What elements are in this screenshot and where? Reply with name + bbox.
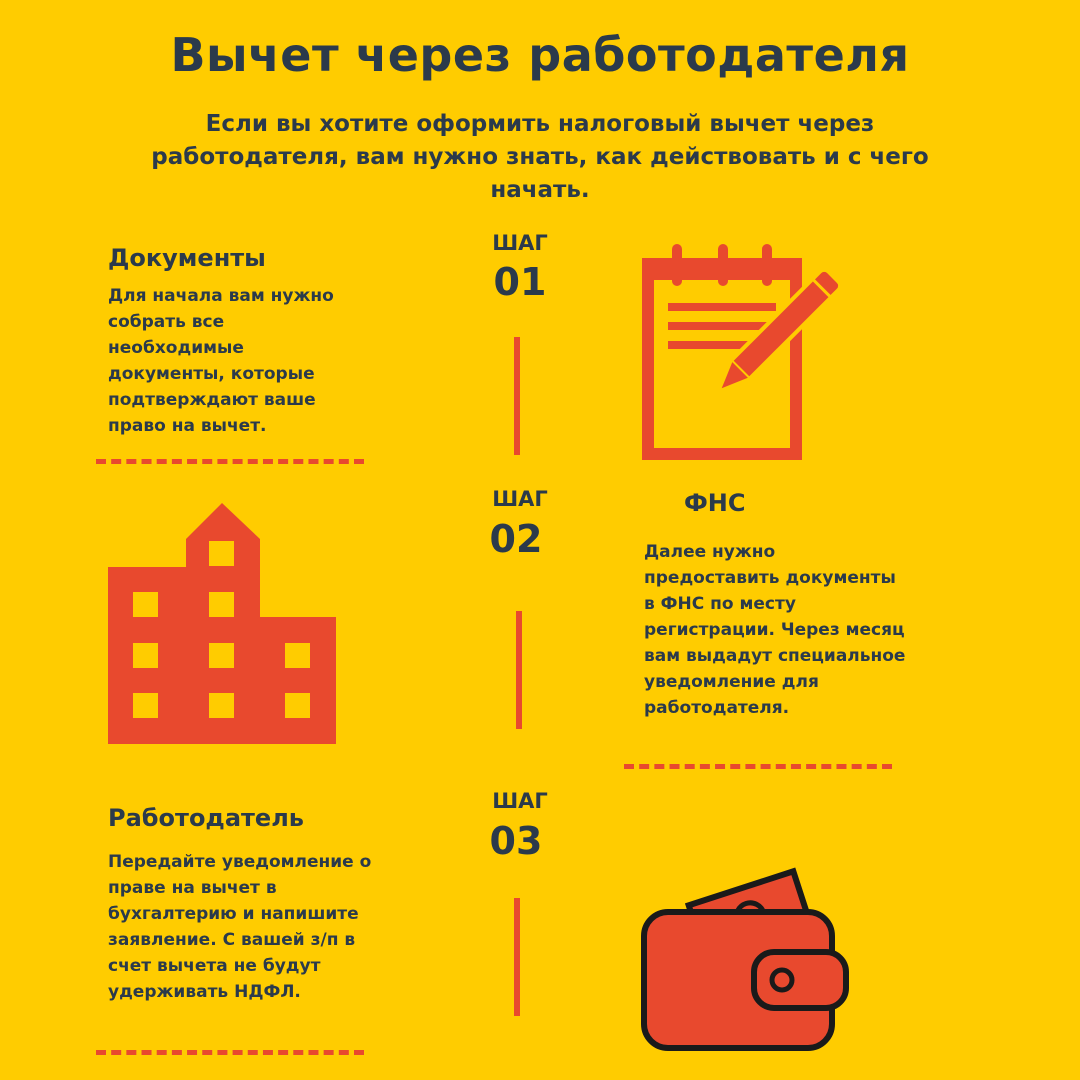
step-1-text: Для начала вам нужно собрать все необходимые документы, которые подтверждают ваше право на вычет. bbox=[108, 286, 334, 436]
step-3-heading: Работодатель bbox=[108, 804, 304, 832]
step-2-text: Далее нужно предоставить документы в ФНС по месту регистрации. Через месяц вам выдадут специальное уведомление для работодателя. bbox=[644, 542, 906, 718]
page-title: Вычет через работодателя bbox=[170, 28, 910, 82]
step-3-divider bbox=[96, 1050, 364, 1055]
page-subtitle: Если вы хотите оформить налоговый вычет через работодателя, вам нужно знать, как действовать и с чего начать. bbox=[151, 111, 929, 203]
wallet-icon bbox=[638, 866, 853, 1056]
step-2-label: ШАГ bbox=[492, 487, 548, 511]
step-3-text: Передайте уведомление о праве на вычет в бухгалтерию и напишите заявление. С вашей з/п в счет вычета не будут удерживать НДФЛ. bbox=[108, 852, 372, 1002]
step-2-number: 02 bbox=[489, 517, 543, 561]
building-icon bbox=[108, 503, 338, 745]
step-3-number: 03 bbox=[489, 819, 543, 863]
step-2-divider bbox=[624, 764, 892, 769]
step-1-label: ШАГ bbox=[492, 231, 548, 255]
step-1-connector bbox=[514, 337, 520, 455]
step-1-heading: Документы bbox=[108, 244, 266, 272]
notepad-pencil-icon bbox=[640, 240, 860, 465]
step-3-label: ШАГ bbox=[492, 789, 548, 813]
step-3-connector bbox=[514, 898, 520, 1016]
step-2-connector bbox=[516, 611, 522, 729]
step-1-divider bbox=[96, 459, 364, 464]
step-1-number: 01 bbox=[493, 260, 547, 304]
step-2-heading: ФНС bbox=[684, 489, 746, 517]
